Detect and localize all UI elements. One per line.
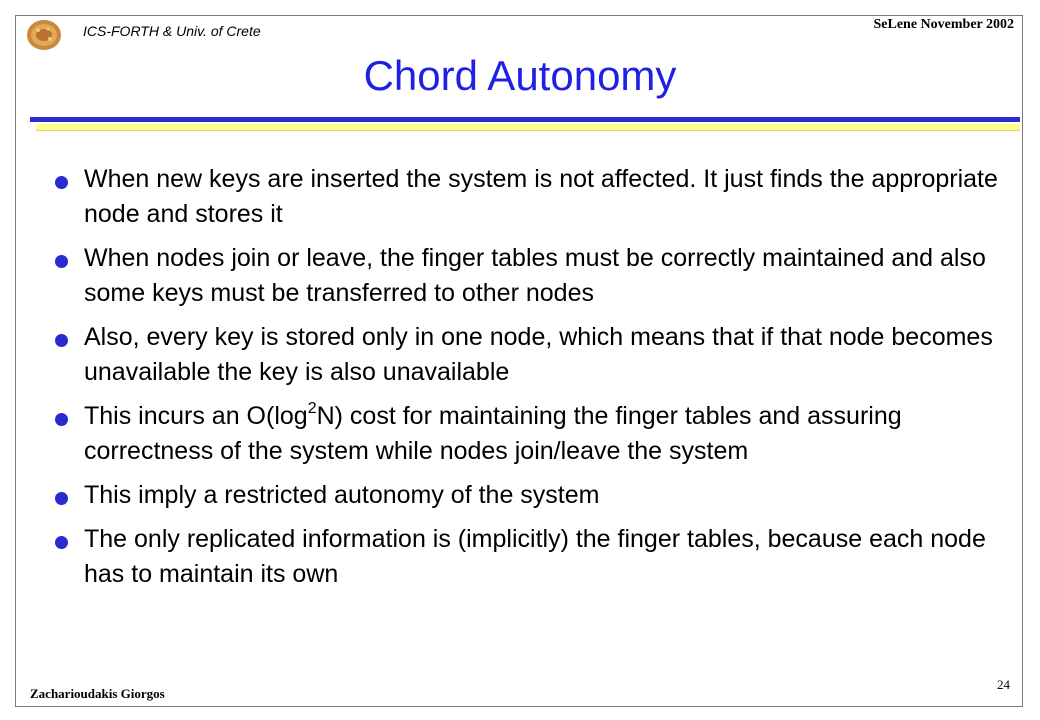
bullet-item <box>52 241 1012 311</box>
bullet-text: Also, every key is stored only in one node, which means that if that node becomes unavailable the key is also unavailable <box>84 323 993 386</box>
bullet-text: This imply a restricted autonomy of the system <box>84 481 600 509</box>
bullet-dot-icon <box>55 413 68 426</box>
bullet-item <box>52 162 1012 232</box>
bullet-superscript: 2 <box>307 399 317 417</box>
institution-label: ICS-FORTH & Univ. of Crete <box>83 23 261 39</box>
bullet-text: When new keys are inserted the system is not affected. It just finds the appropriate node and stores it <box>84 165 998 228</box>
author-label: Zacharioudakis Giorgos <box>30 686 165 701</box>
event-label: SeLene November 2002 <box>873 17 1014 32</box>
title-divider-yellow <box>36 124 1020 130</box>
bullet-dot-icon <box>55 536 68 549</box>
bullet-text-suffix: N) cost for maintaining the finger tables and assuring correctness of the system while nodes join/leave the system <box>84 402 902 465</box>
bullet-dot-icon <box>55 176 68 189</box>
bullet-list <box>52 162 1012 601</box>
bullet-item <box>52 478 1012 513</box>
title-divider-blue <box>30 117 1020 122</box>
bullet-text-prefix: This incurs an O(log <box>84 402 308 430</box>
bullet-dot-icon <box>55 492 68 505</box>
page-number: 24 <box>997 677 1010 692</box>
bullet-dot-icon <box>55 255 68 268</box>
bullet-text: The only replicated information is (implicitly) the finger tables, because each node has to maintain its own <box>84 525 986 588</box>
slide-title: Chord Autonomy <box>363 52 677 99</box>
bullet-text: When nodes join or leave, the finger tables must be correctly maintained and also some keys must be transferred to other nodes <box>84 244 986 307</box>
bullet-item <box>52 522 1012 592</box>
forth-logo-icon <box>26 18 62 52</box>
bullet-item <box>52 320 1012 390</box>
bullet-dot-icon <box>55 334 68 347</box>
bullet-item <box>52 399 1012 469</box>
